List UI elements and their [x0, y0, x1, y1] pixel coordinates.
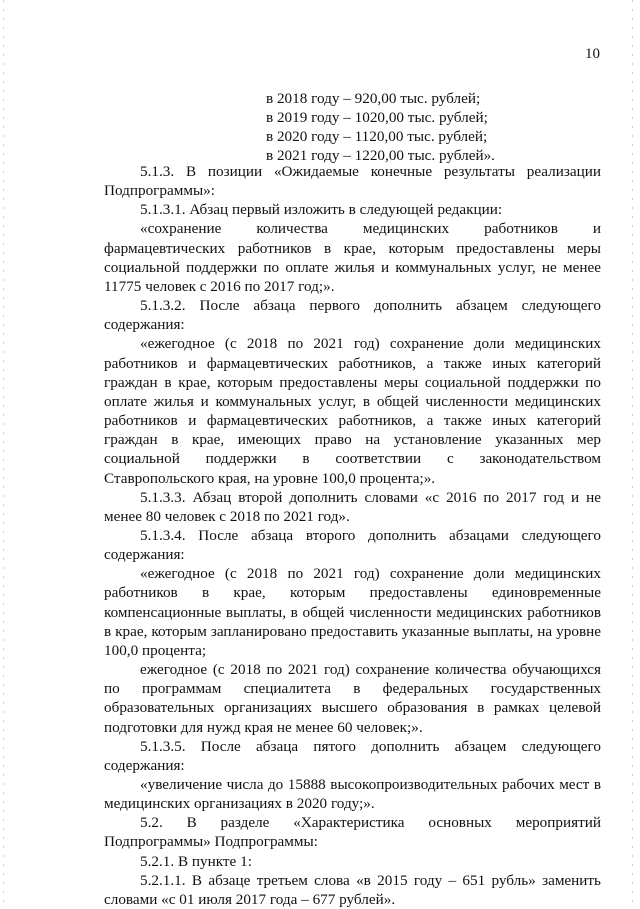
- amount-line: в 2020 году – 1120,00 тыс. рублей;: [266, 128, 488, 145]
- scan-edge-left: [3, 0, 4, 905]
- paragraph: 5.1.3.4. После абзаца второго дополнить абзацами следующего содержания:: [104, 526, 601, 564]
- paragraph: 5.1.3.1. Абзац первый изложить в следующей редакции:: [140, 201, 503, 219]
- amount-line: в 2021 году – 1220,00 тыс. рублей».: [266, 147, 495, 164]
- paragraph: 5.1.3.5. После абзаца пятого дополнить абзацем следующего содержания:: [104, 737, 601, 774]
- paragraph: 5.2.1.1. В абзаце третьем слова «в 2015 году – 651 рубль» заменить словами «с 01 июля 2017 года – 677 рублей».: [104, 871, 601, 908]
- paragraph: 5.1.3. В позиции «Ожидаемые конечные результаты реализации Подпрограммы»:: [104, 163, 601, 200]
- paragraph: ежегодное (с 2018 по 2021 год) сохранение количества обучающихся по программам специалитета в федеральных государственных образовательных организациях высшего образования в рамках целевой подготовки для нужд края не менее 60 человек;».: [104, 661, 601, 736]
- paragraph: «увеличение числа до 15888 высокопроизводительных рабочих мест в медицинских организациях в 2020 году;».: [104, 776, 601, 813]
- document-body: [104, 162, 601, 909]
- paragraph: «ежегодное (с 2018 по 2021 год) сохранение доли медицинских работников в крае, которым предоставлены единовременные компенсационные выплаты, в общей численности медицинских работников в крае, которым запланировано предоставить указанные выплаты, на уровне 100,0 процента;: [104, 565, 601, 659]
- paragraph: 5.2.1. В пункте 1:: [140, 852, 252, 870]
- scan-edge-right: [632, 0, 633, 905]
- amount-line: в 2018 году – 920,00 тыс. рублей;: [266, 90, 481, 107]
- paragraph: 5.1.3.2. После абзаца первого дополнить абзацем следующего содержания:: [104, 297, 601, 334]
- paragraph: 5.1.3.3. Абзац второй дополнить словами «с 2016 по 2017 год и не менее 80 человек с 2018 по 2021 год».: [104, 488, 601, 525]
- paragraph: «сохранение количества медицинских работников и фармацевтических работников в крае, которым предоставлены меры социальной поддержки по оплате жилья и коммунальных услуг, не менее 11775 человек с 2016 по 2017 год;».: [104, 220, 601, 295]
- paragraph: «ежегодное (с 2018 по 2021 год) сохранение доли медицинских работников и фармацевтических работников, а также иных категорий граждан в крае, которым предоставлены меры социальной поддержки по оплате жилья и коммунальных услуг, в общей численности медицинских работников и фармацевтических работников, а также иных категорий граждан в крае, имеющих право на установление указанных мер социальной поддержки в соответствии с законодательством Ставропольского края, на уровне 100,0 процента;».: [104, 335, 601, 487]
- amount-line: в 2019 году – 1020,00 тыс. рублей;: [266, 109, 488, 126]
- paragraph: 5.2. В разделе «Характеристика основных мероприятий Подпрограммы» Подпрограммы:: [104, 814, 601, 851]
- amounts-list: [266, 89, 495, 165]
- page-number: 10: [585, 46, 600, 62]
